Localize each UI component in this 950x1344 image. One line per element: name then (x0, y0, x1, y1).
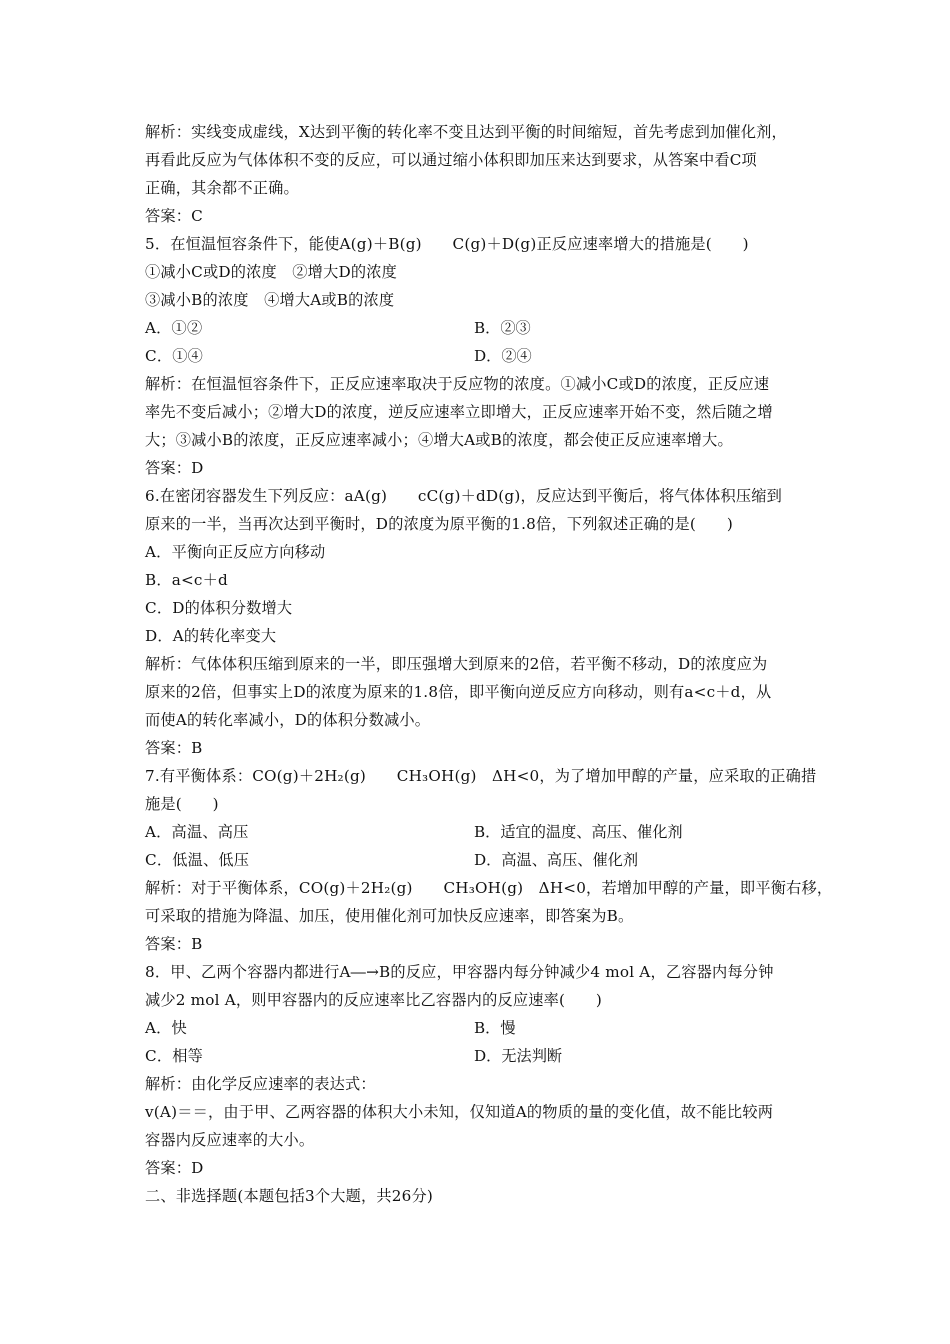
option-c: C．①④ (145, 347, 203, 365)
option-b: B．a<c＋d (145, 571, 228, 589)
text-line: 解析：由化学反应速率的表达式： (145, 1075, 376, 1093)
option-d: D．②④ (474, 347, 532, 365)
question-5: 5．在恒温恒容条件下，能使A(g)＋B(g) C(g)＋D(g)正反应速率增大的措施是( ) (145, 235, 749, 253)
question-7: 7.有平衡体系：CO(g)＋2H₂(g) CH₃OH(g) ΔH<0，为了增加甲醇的产量，应采取的正确措 (145, 767, 817, 785)
text-line: 解析：对于平衡体系，CO(g)＋2H₂(g) CH₃OH(g) ΔH<0，若增加甲醇的产量，即平衡右移， (145, 879, 833, 897)
text-line: v(A)＝＝，由于甲、乙两容器的体积大小未知，仅知道A的物质的量的变化值，故不能比较两 (145, 1103, 774, 1121)
question-6: 6.在密闭容器发生下列反应：aA(g) cC(g)＋dD(g)，反应达到平衡后，将气体体积压缩到 (145, 487, 783, 505)
text-line: 大；③减小B的浓度，正反应速率减小；④增大A或B的浓度，都会使正反应速率增大。 (145, 431, 733, 449)
answer-line: 答案：D (145, 1159, 204, 1177)
answer-line: 答案：B (145, 739, 203, 757)
option-a: A．快 (145, 1019, 187, 1037)
text-line: 而使A的转化率减小，D的体积分数减小。 (145, 711, 431, 729)
option-a: A．高温、高压 (145, 823, 249, 841)
option-a: A．①② (145, 319, 203, 337)
text-line: 原来的2倍，但事实上D的浓度为原来的1.8倍，即平衡向逆反应方向移动，则有a<c＋d，从 (145, 683, 772, 701)
option-c: C．相等 (145, 1047, 203, 1065)
text-line: 减少2 mol A，则甲容器内的反应速率比乙容器内的反应速率( ) (145, 991, 603, 1009)
text-line: ①减小C或D的浓度 ②增大D的浓度 (145, 263, 397, 281)
text-line: 可采取的措施为降温、加压，使用催化剂可加快反应速率，即答案为B。 (145, 907, 634, 925)
text-line: 解析：气体体积压缩到原来的一半，即压强增大到原来的2倍，若平衡不移动，D的浓度应为 (145, 655, 768, 673)
section-heading: 二、非选择题(本题包括3个大题，共26分) (145, 1187, 434, 1205)
option-c: C．低温、低压 (145, 851, 250, 869)
text-line: 答案：C (145, 207, 203, 225)
question-8: 8．甲、乙两个容器内都进行A―→B的反应，甲容器内每分钟减少4 mol A，乙容器内每分钟 (145, 963, 774, 981)
option-b: B．适宜的温度、高压、催化剂 (474, 823, 683, 841)
text-line: 施是( ) (145, 795, 219, 813)
text-line: 正确，其余都不正确。 (145, 179, 299, 197)
option-b: B．慢 (474, 1019, 516, 1037)
text-line: 解析：在恒温恒容条件下，正反应速率取决于反应物的浓度。①减小C或D的浓度，正反应速 (145, 375, 770, 393)
option-d: D．无法判断 (474, 1047, 563, 1065)
option-c: C．D的体积分数增大 (145, 599, 293, 617)
text-line: 容器内反应速率的大小。 (145, 1131, 315, 1149)
answer-line: 答案：B (145, 935, 203, 953)
option-a: A．平衡向正反应方向移动 (145, 543, 326, 561)
option-b: B．②③ (474, 319, 531, 337)
text-line: ③减小B的浓度 ④增大A或B的浓度 (145, 291, 395, 309)
text-line: 解析：实线变成虚线，X达到平衡的转化率不变且达到平衡的时间缩短，首先考虑到加催化剂， (145, 123, 787, 141)
text-line: 原来的一半，当再次达到平衡时，D的浓度为原平衡的1.8倍，下列叙述正确的是( ) (145, 515, 733, 533)
text-line: 率先不变后减小；②增大D的浓度，逆反应速率立即增大，正反应速率开始不变，然后随之增 (145, 403, 773, 421)
text-line: 再看此反应为气体体积不变的反应，可以通过缩小体积即加压来达到要求，从答案中看C项 (145, 151, 757, 169)
option-d: D．高温、高压、催化剂 (474, 851, 639, 869)
answer-line: 答案：D (145, 459, 204, 477)
option-d: D．A的转化率变大 (145, 627, 277, 645)
